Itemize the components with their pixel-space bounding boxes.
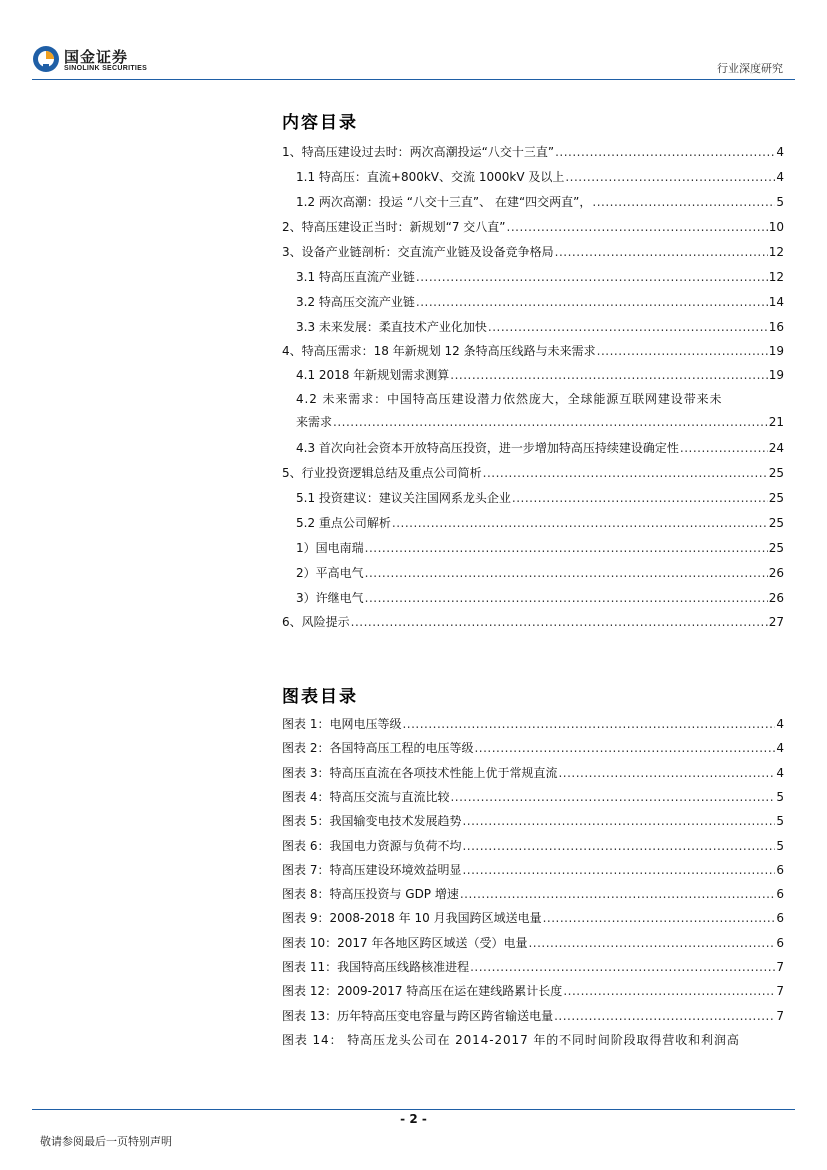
toc-entry-text: 4.1 2018 年新规划需求测算: [296, 368, 450, 382]
toc-entry-page: 12: [768, 245, 784, 259]
figure-entry-text: 图表 9：2008-2018 年 10 月我国跨区域送电量: [282, 911, 542, 925]
toc-entry[interactable]: [296, 539, 784, 557]
figure-entry-leader-dots: [462, 837, 775, 855]
toc-entry-text: 1.2 两次高潮：投运 “八交十三直”、 在建“四交两直”，: [296, 195, 592, 209]
toc-entry-page: 5: [776, 195, 784, 209]
toc-entry-leader-dots: [555, 243, 768, 261]
toc-entry[interactable]: [296, 268, 784, 286]
figure-entry[interactable]: [282, 958, 784, 976]
page-number: - 2 -: [400, 1112, 427, 1126]
toc-entry-leader-dots: [416, 268, 768, 286]
toc-entry-leader-dots: [333, 413, 768, 431]
toc-entry-text: 6、风险提示: [282, 615, 350, 629]
toc-entry-text: 3、设备产业链剖析：交直流产业链及设备竞争格局: [282, 245, 554, 259]
figure-entry-leader-dots: [558, 764, 775, 782]
figure-entry[interactable]: [282, 764, 784, 782]
toc-entry-page: 25: [768, 466, 784, 480]
toc-title: 内容目录: [282, 113, 358, 133]
toc-entry-leader-dots: [483, 464, 768, 482]
toc-entry-leader-dots: [680, 439, 768, 457]
figure-entry-text: 图表 13：历年特高压变电容量与跨区跨省输送电量: [282, 1009, 554, 1023]
figure-entry[interactable]: [282, 1007, 784, 1025]
figure-entry-page: 4: [776, 766, 784, 780]
figure-entry-page: 6: [776, 936, 784, 950]
figure-entry[interactable]: [282, 837, 784, 855]
figure-entry-page: 7: [776, 960, 784, 974]
figure-entry[interactable]: [282, 788, 784, 806]
toc-entry[interactable]: [282, 243, 784, 261]
toc-entry-leader-dots: [592, 193, 775, 211]
figure-entry-text: 图表 2：各国特高压工程的电压等级: [282, 741, 474, 755]
toc-entry[interactable]: [296, 293, 784, 311]
toc-entry-text: 2、特高压建设正当时：新规划“7 交八直”: [282, 220, 506, 234]
toc-entry-text: 1、特高压建设过去时：两次高潮投运“八交十三直”: [282, 145, 555, 159]
figure-entry-page: 4: [776, 741, 784, 755]
toc-entry-leader-dots: [507, 218, 768, 236]
toc-entry-page: 4: [776, 145, 784, 159]
figure-entry-page: 7: [776, 984, 784, 998]
toc-entry[interactable]: [282, 143, 784, 161]
toc-entry[interactable]: [296, 413, 784, 431]
toc-entry-page: 10: [768, 220, 784, 234]
toc-entry-page: 16: [768, 320, 784, 334]
toc-entry-text: 来需求: [296, 415, 333, 429]
figure-entry[interactable]: [282, 885, 784, 903]
logo-mark-icon: [32, 44, 60, 74]
figure-entry-text: 图表 8：特高压投资与 GDP 增速: [282, 887, 459, 901]
figure-entry-page: 6: [776, 911, 784, 925]
toc-entry[interactable]: [296, 390, 784, 408]
figure-entry[interactable]: [282, 861, 784, 879]
toc-entry-text: 1）国电南瑞: [296, 541, 364, 555]
figure-entry[interactable]: [282, 715, 784, 733]
toc-entry-text: 4.2 未来需求：中国特高压建设潜力依然庞大，全球能源互联网建设带来未: [296, 392, 723, 406]
toc-entry-text: 5、行业投资逻辑总结及重点公司简析: [282, 466, 482, 480]
figure-entry-text: 图表 4：特高压交流与直流比较: [282, 790, 450, 804]
toc-entry[interactable]: [282, 464, 784, 482]
logo-english-name: SINOLINK SECURITIES: [64, 65, 148, 72]
figure-entry-text: 图表 12：2009-2017 特高压在运在建线路累计长度: [282, 984, 563, 998]
toc-entry[interactable]: [296, 514, 784, 532]
figure-entry-leader-dots: [554, 1007, 775, 1025]
toc-entry-page: 14: [768, 295, 784, 309]
figure-entry[interactable]: [282, 812, 784, 830]
disclaimer-note: 敬请参阅最后一页特别声明: [40, 1135, 172, 1148]
toc-entry-leader-dots: [450, 366, 767, 384]
toc-entry-page: 19: [768, 344, 784, 358]
toc-entry-text: 4.3 首次向社会资本开放特高压投资，进一步增加特高压持续建设确定性: [296, 441, 679, 455]
figure-entry-leader-dots: [462, 861, 775, 879]
figure-entry-page: 5: [776, 839, 784, 853]
figure-entry[interactable]: [282, 934, 784, 952]
header-divider: [32, 79, 795, 80]
figure-entry-page: 5: [776, 790, 784, 804]
figure-entry-page: 4: [776, 717, 784, 731]
toc-entry-leader-dots: [416, 293, 768, 311]
toc-entry-page: 21: [768, 415, 784, 429]
figure-entry-text: 图表 6：我国电力资源与负荷不均: [282, 839, 462, 853]
figure-entry-leader-dots: [543, 909, 776, 927]
footer-divider: [32, 1109, 795, 1110]
toc-entry-leader-dots: [392, 514, 768, 532]
toc-entry-page: 25: [768, 491, 784, 505]
toc-entry-leader-dots: [565, 168, 775, 186]
figure-entry[interactable]: [282, 982, 784, 1000]
toc-entry-leader-dots: [555, 143, 775, 161]
toc-entry[interactable]: [296, 489, 784, 507]
figure-entry-leader-dots: [450, 788, 775, 806]
toc-entry-leader-dots: [365, 539, 768, 557]
figures-title: 图表目录: [282, 687, 358, 707]
toc-entry-leader-dots: [488, 318, 768, 336]
report-type-label: 行业深度研究: [717, 62, 783, 75]
toc-entry-page: 19: [768, 368, 784, 382]
toc-entry-text: 2）平高电气: [296, 566, 364, 580]
toc-entry-text: 4、特高压需求：18 年新规划 12 条特高压线路与未来需求: [282, 344, 596, 358]
figure-entry-page: 6: [776, 887, 784, 901]
toc-entry[interactable]: [296, 318, 784, 336]
figure-entry-leader-dots: [528, 934, 775, 952]
toc-entry-text: 3.2 特高压交流产业链: [296, 295, 415, 309]
figure-entry[interactable]: [282, 739, 784, 757]
figure-entry-leader-dots: [462, 812, 775, 830]
toc-entry[interactable]: [296, 439, 784, 457]
toc-entry-text: 3）许继电气: [296, 591, 364, 605]
figure-entry-page: 5: [776, 814, 784, 828]
toc-entry-page: 12: [768, 270, 784, 284]
toc-entry[interactable]: [296, 193, 784, 211]
toc-entry[interactable]: [296, 366, 784, 384]
figure-entry-leader-dots: [474, 739, 775, 757]
logo-chinese-name: 国金证券: [64, 48, 129, 66]
figure-entry-text: 图表 5：我国输变电技术发展趋势: [282, 814, 462, 828]
toc-entry-leader-dots: [351, 613, 768, 631]
toc-entry-leader-dots: [365, 564, 768, 582]
figure-entry[interactable]: [282, 909, 784, 927]
toc-entry[interactable]: [296, 564, 784, 582]
figure-entry-text: 图表 1：电网电压等级: [282, 717, 402, 731]
figure-entry-leader-dots: [402, 715, 775, 733]
figure-entry-text: 图表 11：我国特高压线路核准进程: [282, 960, 470, 974]
toc-entry-page: 25: [768, 541, 784, 555]
toc-entry-leader-dots: [597, 342, 768, 360]
toc-entry[interactable]: [282, 342, 784, 360]
toc-entry-text: 1.1 特高压：直流+800kV、交流 1000kV 及以上: [296, 170, 565, 184]
toc-entry-page: 24: [768, 441, 784, 455]
figure-entry-text: 图表 10：2017 年各地区跨区域送（受）电量: [282, 936, 528, 950]
toc-entry-page: 25: [768, 516, 784, 530]
toc-entry-text: 5.2 重点公司解析: [296, 516, 391, 530]
toc-entry-page: 27: [768, 615, 784, 629]
figure-entry-text: 图表 7：特高压建设环境效益明显: [282, 863, 462, 877]
figure-entry-leader-dots: [470, 958, 775, 976]
figure-entry[interactable]: [282, 1031, 784, 1049]
toc-entry[interactable]: [296, 168, 784, 186]
figure-entry-leader-dots: [563, 982, 775, 1000]
toc-entry-text: 3.1 特高压直流产业链: [296, 270, 415, 284]
figure-entry-page: 7: [776, 1009, 784, 1023]
figure-entry-text: 图表 3：特高压直流在各项技术性能上优于常规直流: [282, 766, 558, 780]
company-logo: [32, 44, 182, 78]
toc-entry[interactable]: [296, 589, 784, 607]
figure-entry-leader-dots: [460, 885, 776, 903]
toc-entry[interactable]: [282, 613, 784, 631]
toc-entry-text: 5.1 投资建议：建议关注国网系龙头企业: [296, 491, 511, 505]
toc-entry[interactable]: [282, 218, 784, 236]
toc-entry-leader-dots: [365, 589, 768, 607]
figure-entry-page: 6: [776, 863, 784, 877]
toc-entry-page: 26: [768, 591, 784, 605]
figure-entry-text: 图表 14： 特高压龙头公司在 2014-2017 年的不同时间阶段取得营收和利润高: [282, 1033, 740, 1047]
toc-entry-text: 3.3 未来发展：柔直技术产业化加快: [296, 320, 487, 334]
toc-entry-page: 26: [768, 566, 784, 580]
toc-entry-page: 4: [776, 170, 784, 184]
toc-entry-leader-dots: [512, 489, 768, 507]
